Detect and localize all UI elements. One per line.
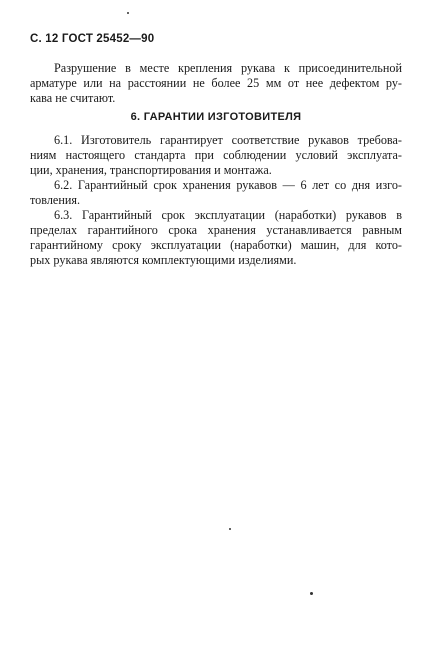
p61-line-1: 6.1. Изготовитель гарантирует соответствие рукавов требова- — [54, 133, 402, 147]
paragraph-6-1 — [30, 133, 402, 178]
intro-line-1: Разрушение в месте крепления рукава к присоединительной — [54, 61, 402, 75]
scan-speck — [310, 592, 313, 595]
p62-line-2: товления. — [30, 193, 81, 207]
p63-line-4: рых рукава являются комплектующими изделиями. — [30, 253, 297, 267]
scan-speck — [127, 12, 129, 14]
p63-line-2: пределах гарантийного срока хранения устанавливается равным — [30, 223, 402, 237]
section-heading: 6. ГАРАНТИИ ИЗГОТОВИТЕЛЯ — [130, 111, 302, 123]
page-header: С. 12 ГОСТ 25452—90 — [30, 33, 155, 45]
p63-line-3: гарантийному сроку эксплуатации (наработки) машин, для кото- — [30, 238, 402, 252]
intro-line-2: арматуре или на расстоянии не более 25 мм от нее дефектом ру- — [30, 76, 402, 90]
p61-line-3: ции, хранения, транспортирования и монтажа. — [30, 163, 272, 177]
intro-paragraph — [30, 61, 402, 106]
p63-line-1: 6.3. Гарантийный срок эксплуатации (наработки) рукавов в — [54, 208, 402, 222]
scan-speck — [229, 528, 231, 530]
paragraph-6-2 — [30, 178, 402, 208]
p62-line-1: 6.2. Гарантийный срок хранения рукавов — 6 лет со дня изго- — [54, 178, 402, 192]
paragraph-6-3 — [30, 208, 402, 268]
p61-line-2: ниям настоящего стандарта при соблюдении условий эксплуата- — [30, 148, 402, 162]
intro-line-3: кава не считают. — [30, 91, 116, 105]
